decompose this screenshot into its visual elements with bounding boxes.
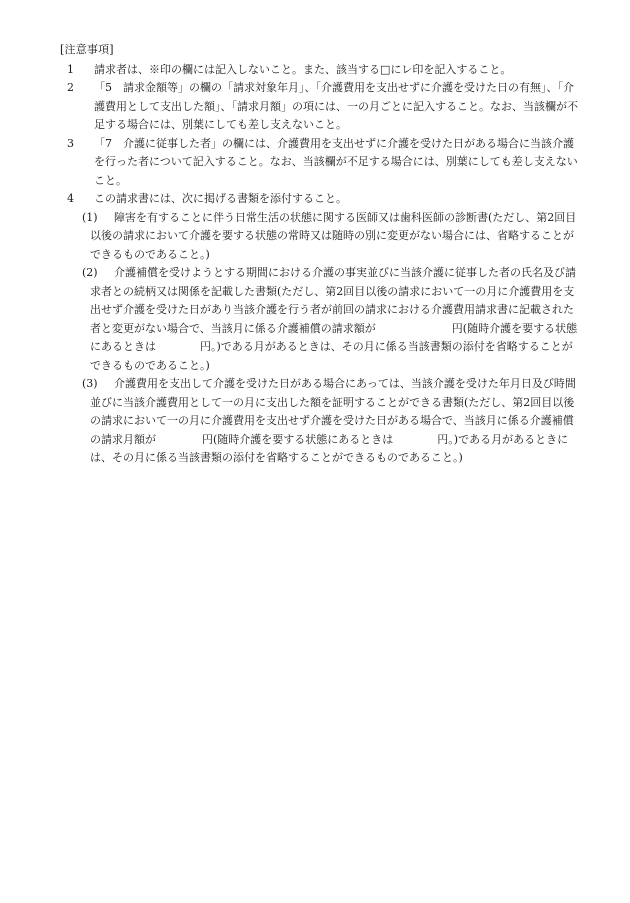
attachment-item-1 xyxy=(60,209,580,265)
notes-document xyxy=(60,41,580,468)
note-text: 「7 介護に従事した者」の欄には、介護費用を支出せずに介護を受けた日がある場合に当該介護を行った者について記入すること。なお、当該欄が不足する場合には、別葉にしても差し支えないこと。 xyxy=(94,136,578,187)
attachment-number: (3) xyxy=(82,377,98,390)
attachment-text-part-b: 円(随時介護を要する状態にあるときは xyxy=(90,321,578,353)
attachment-text-part-b: 円(随時介護を要する状態にあるときは xyxy=(202,432,394,446)
note-item-2 xyxy=(60,79,580,135)
note-text: この請求書には、次に掲げる書類を添付すること。 xyxy=(94,192,347,205)
attachment-text-part-c: 円。)である月があるときには、その月に係る当該書類の添付を省略することができるものであること。) xyxy=(90,432,569,464)
note-text: 「5 請求金額等」の欄の「請求対象年月」、「介護費用を支出せずに介護を受けた日の有無」、「介護費用として支出した額」、「請求月額」の項には、一の月ごとに記入すること。なお、当該欄が不足する場合には、別葉にしても差し支えないこと。 xyxy=(94,81,578,131)
note-number: 2 xyxy=(67,81,74,94)
attachment-number: (1) xyxy=(82,210,98,224)
note-number: 1 xyxy=(67,62,74,76)
note-item-3 xyxy=(60,135,580,191)
attachment-item-3 xyxy=(60,375,580,468)
attachment-item-2 xyxy=(60,264,580,375)
note-number: 4 xyxy=(67,192,74,205)
attachment-text-body: 障害を有することに伴う日常生活の状態に関する医師又は歯科医師の診断書(ただし、第2回目以後の請求において介護を要する状態の常時又は随時の別に変更がない場合には、省略することができるものであること。) xyxy=(90,210,577,261)
attachment-text xyxy=(90,209,580,265)
note-item-4 xyxy=(60,190,580,209)
note-item-1 xyxy=(60,61,580,80)
note-text: 請求者は、※印の欄には記入しないこと。また、該当する□にレ印を記入すること。 xyxy=(94,62,512,76)
notes-heading: [注意事項] xyxy=(60,43,114,56)
attachment-text xyxy=(90,264,580,375)
attachment-text-part-a: 介護補償を受けようとする期間における介護の事実並びに当該介護に従事した者の氏名及び請求者との続柄又は関係を記載した書類(ただし、第2回目以後の請求において一の月に介護費用を支出せず介護を受けた日があり当該介護を行う者が前回の請求における介護費用請求書に記載された者と変更がない場合で、当該月に係る介護補償の請求額が xyxy=(90,266,576,335)
note-number: 3 xyxy=(67,136,74,150)
attachment-number: (2) xyxy=(82,266,98,279)
attachment-text xyxy=(90,375,580,468)
attachment-text-part-a: 介護費用を支出して介護を受けた日がある場合にあっては、当該介護を受けた年月日及び時間並びに当該介護費用として一の月に支出した額を証明することができる書類(ただし、第2回目以後の請求において一の月に介護費用を支出せず介護を受けた日がある場合で、当該月に係る介護補償の請求月額が xyxy=(90,377,576,446)
attachment-text-part-c: 円。)である月があるときは、その月に係る当該書類の添付を省略することができるものであること。) xyxy=(90,340,573,372)
